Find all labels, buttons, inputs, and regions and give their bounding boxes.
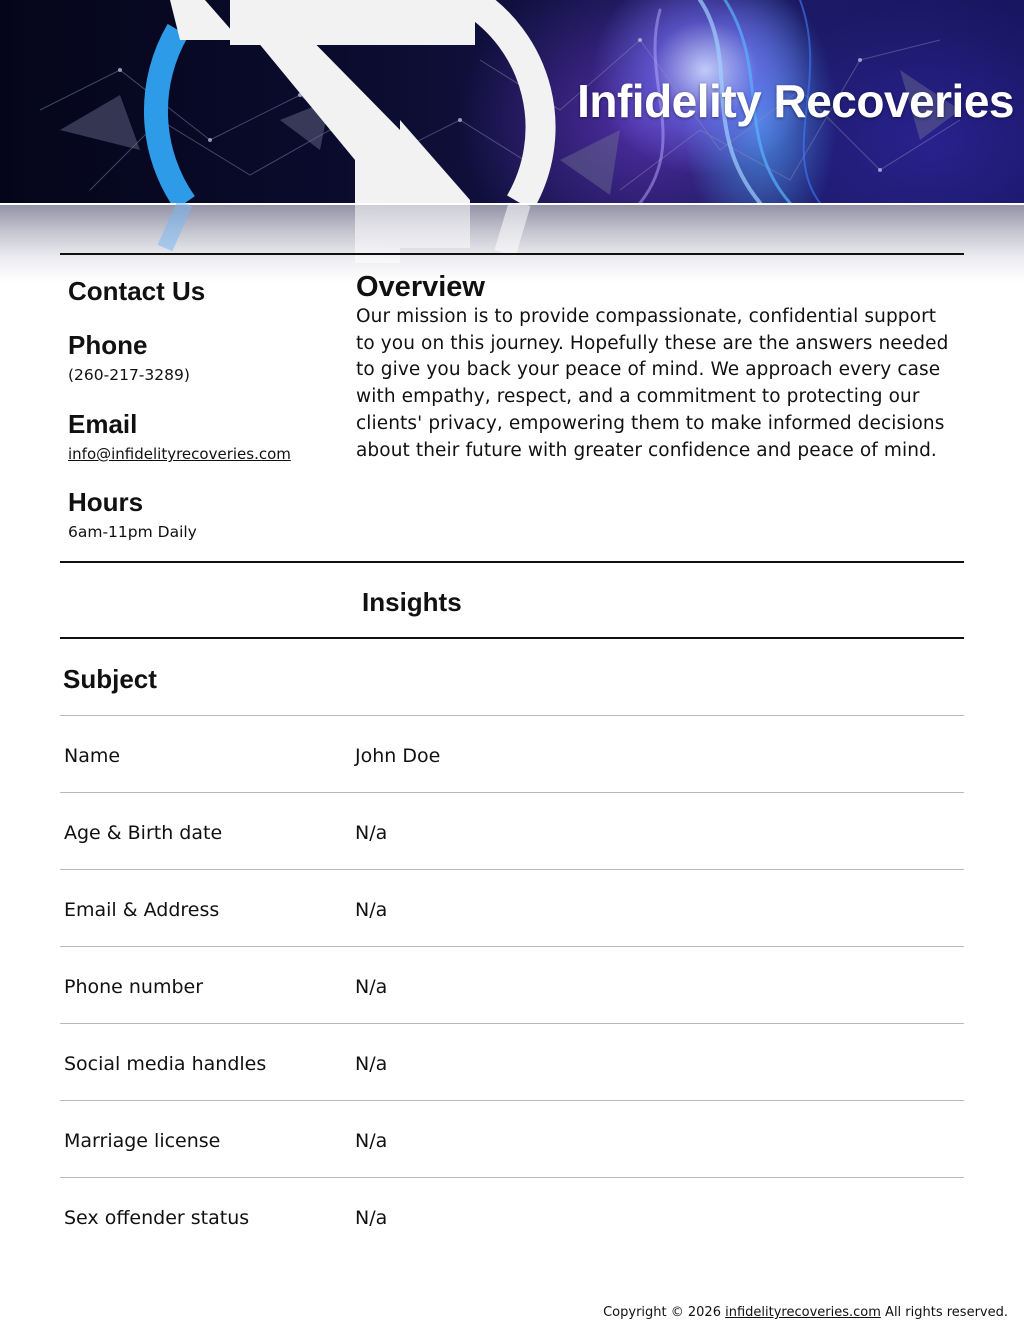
table-row (60, 793, 964, 870)
row-label: Marriage license (64, 1130, 221, 1152)
row-value: N/a (355, 1130, 388, 1152)
contact-section (68, 276, 338, 541)
row-label: Phone number (64, 976, 204, 998)
row-value: N/a (355, 822, 388, 844)
copyright-text: Copyright © 2026 (603, 1305, 721, 1320)
overview-section (356, 270, 956, 464)
contact-heading: Contact Us (68, 276, 206, 306)
row-label: Name (64, 745, 121, 767)
row-label: Social media handles (64, 1053, 267, 1075)
table-row (60, 870, 964, 947)
footer-copyright (603, 1304, 1008, 1322)
hours-heading: Hours (68, 487, 144, 517)
row-value: N/a (355, 1053, 388, 1075)
rights-text: All rights reserved. (885, 1305, 1008, 1320)
row-label: Sex offender status (64, 1207, 250, 1229)
infidelity-recoveries-logo (156, 0, 541, 203)
table-row (60, 1101, 964, 1178)
footer-site-link[interactable]: infidelityrecoveries.com (725, 1305, 881, 1320)
phone-value: (260-217-3289) (68, 366, 190, 384)
divider-insights-top (60, 561, 964, 563)
phone-heading: Phone (68, 330, 148, 360)
table-row (60, 716, 964, 793)
table-row (60, 1178, 964, 1255)
overview-heading: Overview (356, 271, 485, 303)
site-title: Infidelity Recoveries (577, 75, 1014, 127)
subject-heading: Subject (63, 664, 157, 694)
email-link[interactable]: info@infidelityrecoveries.com (68, 445, 291, 463)
table-row (60, 947, 964, 1024)
row-label: Email & Address (64, 899, 220, 921)
row-value: John Doe (355, 745, 441, 767)
divider-insights-bottom (60, 637, 964, 639)
row-value: N/a (355, 1207, 388, 1229)
overview-body: Our mission is to provide compassionate, confidential support to you on this journey. Hopefully these are the answers needed to give you back your peace of mind. We approach every case with empathy, respect, and a commitment to protecting our clients' privacy, empowering them to make informed decisions about their future with greater confidence and peace of mind. (356, 306, 949, 461)
header-banner (0, 0, 1024, 203)
hours-value: 6am-11pm Daily (68, 523, 197, 541)
row-label: Age & Birth date (64, 822, 223, 844)
row-value: N/a (355, 899, 388, 921)
row-value: N/a (355, 976, 388, 998)
table-row (60, 1024, 964, 1101)
email-heading: Email (68, 409, 138, 439)
insights-heading: Insights (362, 587, 462, 617)
divider-top (60, 253, 964, 255)
